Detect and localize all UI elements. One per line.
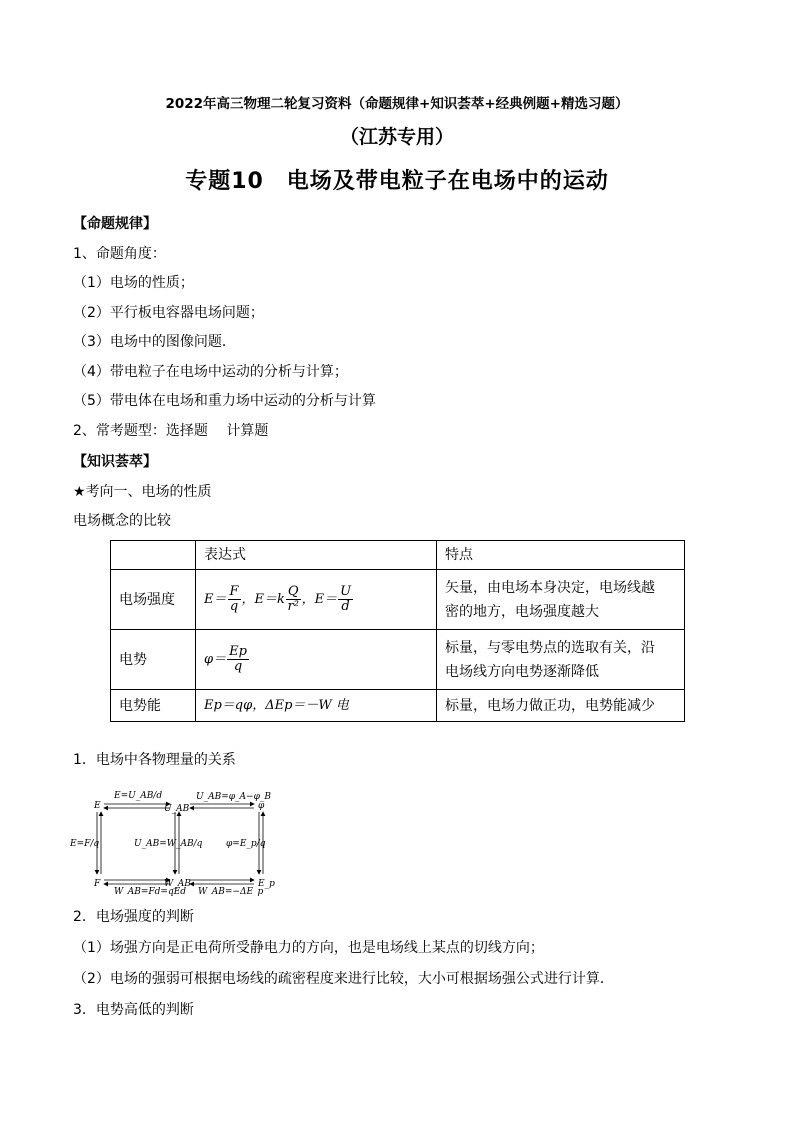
feature-line: 矢量，由电场本身决定，电场线越 [445,579,655,596]
numerator: U [340,584,352,599]
fraction [338,585,353,614]
node-phi: φ [258,801,265,811]
relation-label: U_AB=φ_A−φ_B [196,792,271,802]
feature-line: 标量，电场力做正功，电势能减少 [445,697,655,714]
strength-formula [196,570,437,630]
rule-item: （2）平行板电容器电场问题； [73,305,264,321]
node-WAB: W_AB [164,879,191,889]
quantity-relation-diagram [70,786,280,896]
relation-label: W_AB=−ΔE_p [198,887,264,896]
feature-cell [437,570,685,630]
relation-label: W_AB=Fd=qEd [114,887,187,896]
node-UAB: U_AB [164,804,190,814]
fraction [227,645,249,674]
feature-line: 标量，与零电势点的选取有关，沿 [445,639,655,656]
feature-cell [437,630,685,690]
fraction [286,585,301,614]
node-E: E [94,801,101,811]
denominator: d [341,599,350,614]
strength-rule: （2）电场的强弱可根据电场线的疏密程度来进行比较，大小可根据场强公式进行计算． [73,971,614,987]
feature-cell [437,690,685,722]
row-name: 电势 [111,630,196,690]
numerator: Q [287,584,299,599]
numerator: F [229,584,239,599]
table-header-cell [111,541,196,570]
denominator: q [233,659,243,674]
table-header-row [111,541,685,570]
denominator: r² [287,599,299,614]
table-row [111,630,685,690]
table-header-cell: 特点 [437,541,685,570]
row-name: 电势能 [111,690,196,722]
formula-text: ，E＝ [301,592,338,607]
fraction [228,585,241,614]
question-types: 2、常考题型：选择题 计算题 [73,423,269,439]
subtitle: （江苏专用） [339,126,454,148]
knowledge-point: ★考向一、电场的性质 [73,484,212,500]
relation-label: E=U_AB/d [114,791,163,801]
formula-text: ，E＝k [241,592,285,607]
strength-rule: （1）场强方向是正电荷所受静电力的方向，也是电场线上某点的切线方向； [73,940,544,956]
rule-item: （3）电场中的图像问题． [73,334,236,350]
table-row [111,570,685,630]
comparison-table [110,540,685,722]
knowledge-heading: 【知识荟萃】 [73,454,157,470]
main-title: 专题10 电场及带电粒子在电场中的运动 [185,169,609,194]
potential-title: 3．电势高低的判断 [73,1002,194,1018]
row-name: 电场强度 [111,570,196,630]
top-title: 2022年高三物理二轮复习资料（命题规律+知识荟萃+经典例题+精选习题） [165,96,629,112]
potential-formula [196,630,437,690]
rule-item: （5）带电体在电场和重力场中运动的分析与计算 [73,393,376,409]
relation-label: φ=E_p/q [226,839,266,849]
angle-title: 1、命题角度： [73,246,166,262]
compare-title: 电场概念的比较 [73,513,171,529]
relation-label: E=F/q [70,839,100,849]
rules-heading: 【命题规律】 [73,216,157,232]
energy-formula: Ep＝qφ，ΔEp＝－W 电 [196,690,437,722]
feature-line: 电场线方向电势逐渐降低 [445,663,599,680]
denominator: q [229,599,239,614]
node-F: F [94,879,101,889]
numerator: Ep [229,644,247,659]
strength-title: 2．电场强度的判断 [73,909,194,925]
table-header-cell: 表达式 [196,541,437,570]
rule-item: （4）带电粒子在电场中运动的分析与计算； [73,364,348,380]
feature-line: 密的地方，电场强度越大 [445,603,599,620]
relation-label: U_AB=W_AB/q [134,839,203,849]
formula-text: φ＝ [204,652,227,667]
node-Ep: E_p [258,879,275,889]
formula-text: E＝ [204,592,227,607]
relation-title: 1．电场中各物理量的关系 [73,752,236,768]
table-row [111,690,685,722]
rule-item: （1）电场的性质； [73,275,194,291]
